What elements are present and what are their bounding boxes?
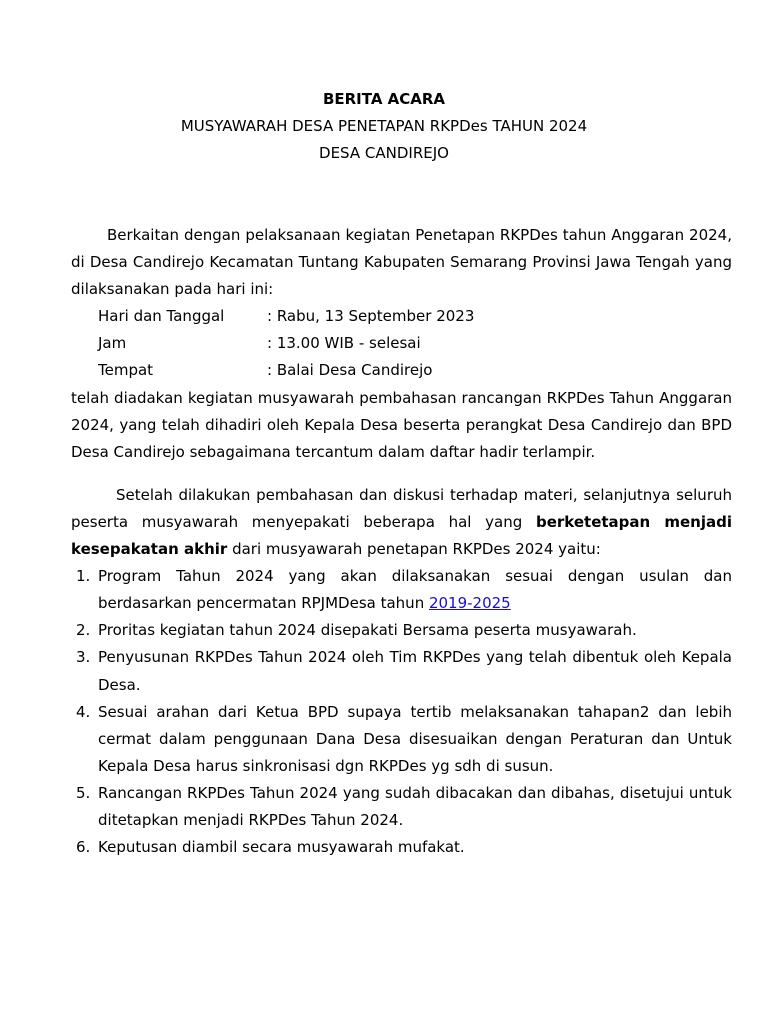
agreement-text-end: dari musyawarah penetapan RKPDes 2024 yaitu: [227, 540, 601, 559]
document-subtitle: MUSYAWARAH DESA PENETAPAN RKPDes TAHUN 2024 [180, 117, 588, 135]
list-number: 5. [76, 783, 91, 802]
list-number: 4. [76, 702, 91, 721]
document-title: BERITA ACARA [322, 90, 446, 108]
list-number: 6. [76, 838, 91, 857]
list-item-text: Penyusunan RKPDes Tahun 2024 oleh Tim RKPDes yang telah dibentuk oleh Kepala Desa. [98, 648, 732, 694]
detail-value: : Balai Desa Candirejo [267, 361, 433, 380]
agreement-text: Setelah dilakukan pembahasan dan diskusi terhadap materi, selanjutnya seluruh peserta musyawarah menyepakati beberapa hal yang [71, 485, 732, 531]
list-item-text: Sesuai arahan dari Ketua BPD supaya tertib melaksanakan tahapan2 dan lebih cermat dalam penggunaan Dana Desa disesuaikan dengan Peraturan dan Untuk Kepala Desa harus sinkronisasi dgn RKPDes yg sdh di susun. [98, 702, 732, 775]
list-item [71, 699, 732, 780]
detail-label: Hari dan Tanggal [98, 307, 225, 326]
list-item-text: Keputusan diambil secara musyawarah mufakat. [98, 838, 465, 857]
detail-value: : Rabu, 13 September 2023 [267, 307, 475, 326]
detail-row-place [71, 357, 732, 384]
list-number: 2. [76, 621, 91, 640]
intro-paragraph: Berkaitan dengan pelaksanaan kegiatan Penetapan RKPDes tahun Anggaran 2024, di Desa Candirejo Kecamatan Tuntang Kabupaten Semarang Provinsi Jawa Tengah yang dilaksanakan pada hari ini: [71, 226, 732, 299]
village-name: DESA CANDIREJO [319, 144, 449, 162]
list-number: 1. [76, 567, 91, 586]
detail-row-time [71, 330, 732, 357]
detail-label: Tempat [98, 361, 154, 380]
document-header [0, 86, 768, 167]
list-item-text: Program Tahun 2024 yang akan dilaksanakan sesuai dengan usulan dan berdasarkan pencermatan RPJMDesa tahun [98, 567, 732, 613]
document-body [71, 222, 732, 861]
attendance-paragraph: telah diadakan kegiatan musyawarah pembahasan rancangan RKPDes Tahun Anggaran 2024, yang telah dihadiri oleh Kepala Desa beserta perangkat Desa Candirejo dan BPD Desa Candirejo sebagaimana tercantum dalam daftar hadir terlampir. [71, 388, 732, 461]
list-item [71, 834, 732, 861]
agreement-bold-text: berketetapan menjadi kesepakatan akhir [71, 512, 732, 559]
detail-row-date [71, 303, 732, 330]
list-item [71, 780, 732, 834]
list-number: 3. [76, 648, 91, 667]
list-item-text: Rancangan RKPDes Tahun 2024 yang sudah dibacakan dan dibahas, disetujui untuk ditetapkan menjadi RKPDes Tahun 2024. [98, 783, 732, 829]
list-item-text: Proritas kegiatan tahun 2024 disepakati Bersama peserta musyawarah. [98, 621, 637, 640]
agreement-paragraph [71, 482, 732, 563]
agreement-list [71, 563, 732, 861]
detail-value: : 13.00 WIB - selesai [267, 334, 421, 353]
rpjmdesa-year-link[interactable]: 2019-2025 [428, 594, 511, 613]
detail-label: Jam [98, 334, 127, 353]
list-item [71, 644, 732, 698]
list-item [71, 563, 732, 617]
list-item [71, 617, 732, 644]
